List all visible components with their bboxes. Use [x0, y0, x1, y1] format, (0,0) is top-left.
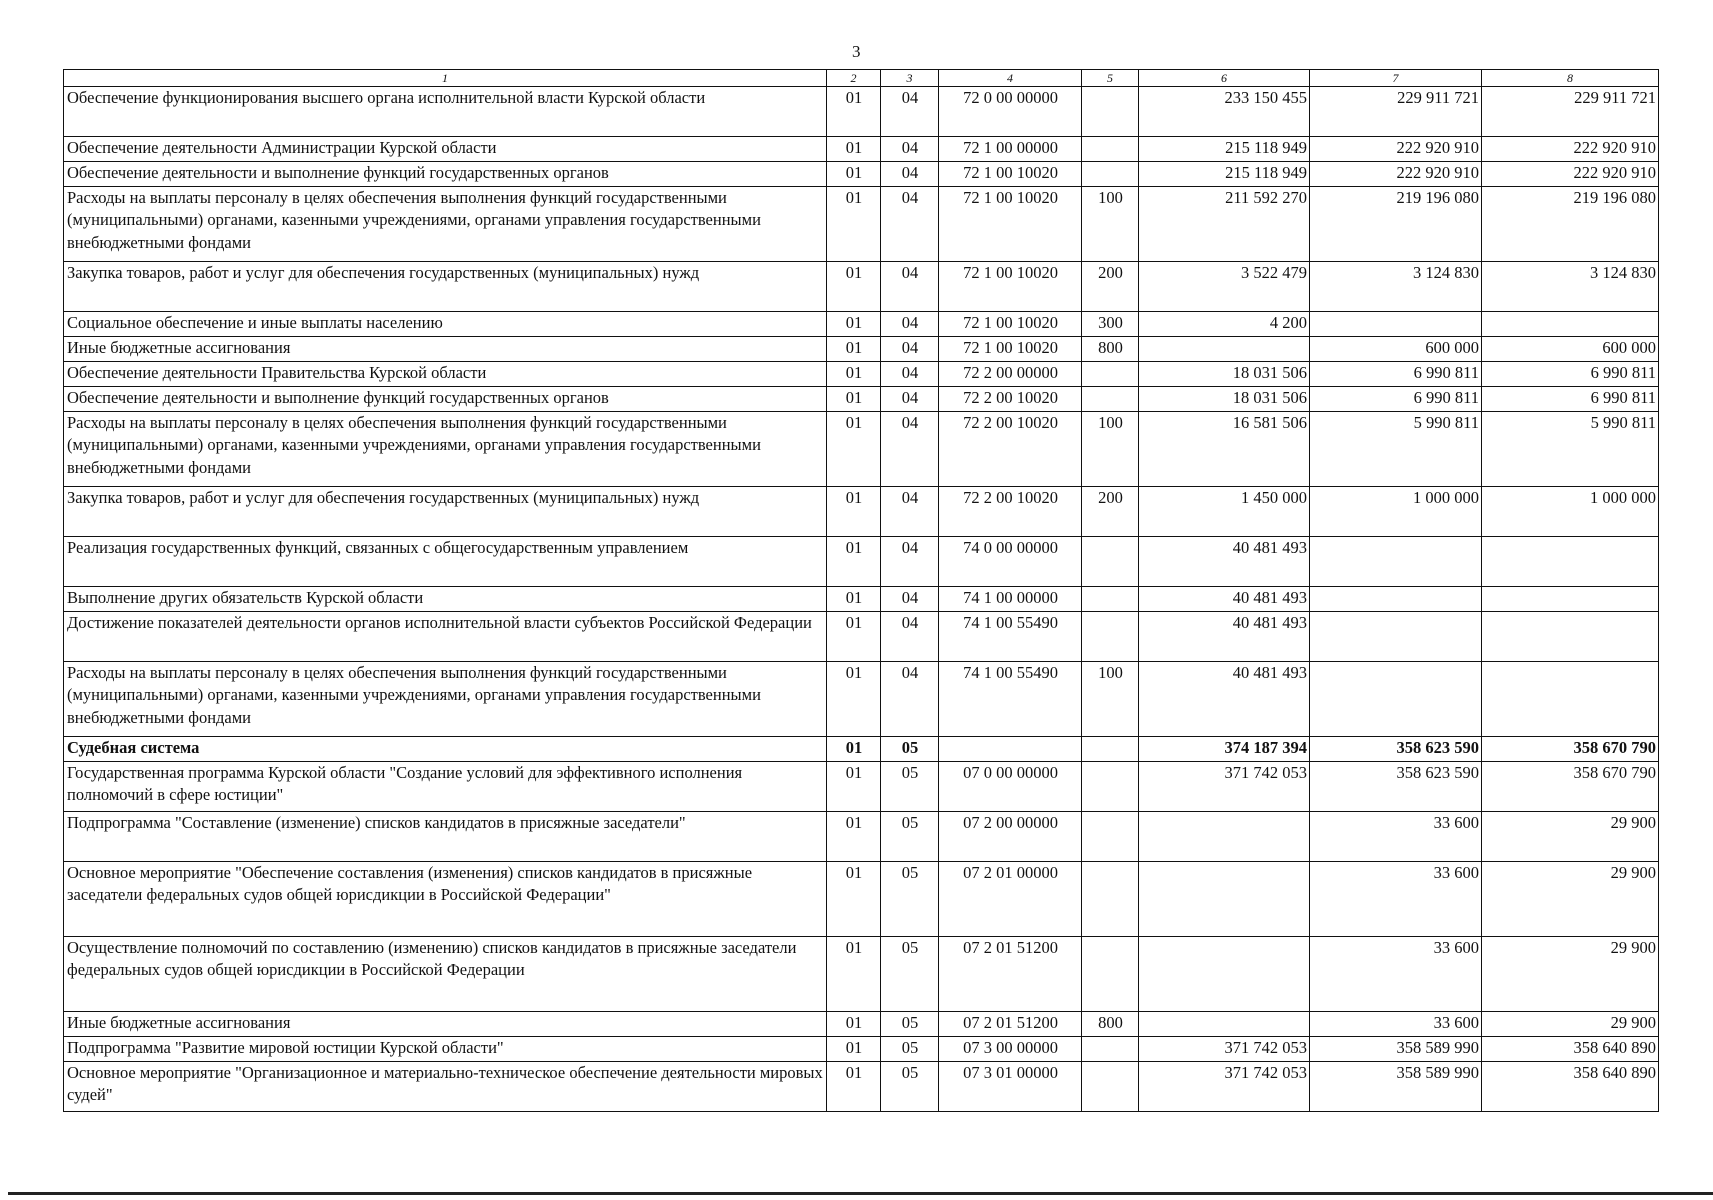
table-row	[64, 162, 1659, 187]
amount-col7-cell: 6 990 811	[1310, 387, 1482, 412]
target-article-cell: 72 2 00 10020	[939, 387, 1082, 412]
subsection-code-cell: 05	[881, 762, 939, 812]
column-header: 7	[1310, 70, 1482, 87]
target-article-cell: 72 1 00 10020	[939, 162, 1082, 187]
subsection-code-cell: 05	[881, 1062, 939, 1112]
row-name-cell: Расходы на выплаты персоналу в целях обеспечения выполнения функций государственными (муниципальными) органами, казенными учреждениями, органами управления государственными внебюджетными фондами	[64, 662, 827, 737]
section-code-cell: 01	[827, 162, 881, 187]
amount-col8-cell: 6 990 811	[1482, 362, 1659, 387]
section-code-cell: 01	[827, 662, 881, 737]
amount-col6-cell: 1 450 000	[1139, 487, 1310, 537]
section-code-cell: 01	[827, 737, 881, 762]
amount-col7-cell	[1310, 537, 1482, 587]
subsection-code-cell: 05	[881, 937, 939, 1012]
row-name-cell: Закупка товаров, работ и услуг для обеспечения государственных (муниципальных) нужд	[64, 262, 827, 312]
row-name-cell: Социальное обеспечение и иные выплаты населению	[64, 312, 827, 337]
table-row	[64, 612, 1659, 662]
table-row	[64, 662, 1659, 737]
amount-col7-cell	[1310, 312, 1482, 337]
table-row	[64, 537, 1659, 587]
subsection-code-cell: 04	[881, 187, 939, 262]
expense-type-cell	[1082, 737, 1139, 762]
row-name-cell: Иные бюджетные ассигнования	[64, 337, 827, 362]
subsection-code-cell: 04	[881, 362, 939, 387]
amount-col7-cell: 222 920 910	[1310, 137, 1482, 162]
expense-type-cell: 800	[1082, 1012, 1139, 1037]
table-row	[64, 737, 1659, 762]
subsection-code-cell: 04	[881, 662, 939, 737]
target-article-cell: 07 2 00 00000	[939, 812, 1082, 862]
expense-type-cell	[1082, 587, 1139, 612]
amount-col6-cell: 371 742 053	[1139, 762, 1310, 812]
row-name-cell: Судебная система	[64, 737, 827, 762]
target-article-cell: 72 1 00 00000	[939, 137, 1082, 162]
table-body	[64, 87, 1659, 1112]
subsection-code-cell: 04	[881, 262, 939, 312]
subsection-code-cell: 04	[881, 162, 939, 187]
amount-col8-cell: 358 640 890	[1482, 1037, 1659, 1062]
target-article-cell: 07 0 00 00000	[939, 762, 1082, 812]
subsection-code-cell: 04	[881, 612, 939, 662]
table-row	[64, 337, 1659, 362]
section-code-cell: 01	[827, 412, 881, 487]
row-name-cell: Реализация государственных функций, связанных с общегосударственным управлением	[64, 537, 827, 587]
section-code-cell: 01	[827, 187, 881, 262]
section-code-cell: 01	[827, 1062, 881, 1112]
table-row	[64, 487, 1659, 537]
column-header: 4	[939, 70, 1082, 87]
subsection-code-cell: 05	[881, 737, 939, 762]
section-code-cell: 01	[827, 937, 881, 1012]
column-header: 3	[881, 70, 939, 87]
amount-col8-cell: 358 670 790	[1482, 737, 1659, 762]
section-code-cell: 01	[827, 537, 881, 587]
amount-col6-cell: 374 187 394	[1139, 737, 1310, 762]
target-article-cell: 72 2 00 10020	[939, 487, 1082, 537]
amount-col6-cell: 4 200	[1139, 312, 1310, 337]
target-article-cell: 74 0 00 00000	[939, 537, 1082, 587]
expense-type-cell	[1082, 362, 1139, 387]
table-row	[64, 937, 1659, 1012]
column-number-header-row	[64, 70, 1659, 87]
table-row	[64, 1037, 1659, 1062]
subsection-code-cell: 04	[881, 587, 939, 612]
expense-type-cell: 300	[1082, 312, 1139, 337]
target-article-cell: 07 2 01 00000	[939, 862, 1082, 937]
expense-type-cell	[1082, 862, 1139, 937]
amount-col7-cell: 33 600	[1310, 862, 1482, 937]
expense-type-cell	[1082, 387, 1139, 412]
amount-col7-cell: 222 920 910	[1310, 162, 1482, 187]
section-code-cell: 01	[827, 312, 881, 337]
expense-type-cell	[1082, 612, 1139, 662]
expense-type-cell	[1082, 1062, 1139, 1112]
table-row	[64, 1062, 1659, 1112]
amount-col7-cell: 600 000	[1310, 337, 1482, 362]
amount-col8-cell: 222 920 910	[1482, 162, 1659, 187]
subsection-code-cell: 05	[881, 812, 939, 862]
row-name-cell: Основное мероприятие "Обеспечение составления (изменения) списков кандидатов в присяжные заседатели федеральных судов общей юрисдикции в Российской Федерации"	[64, 862, 827, 937]
amount-col6-cell: 40 481 493	[1139, 537, 1310, 587]
amount-col8-cell: 29 900	[1482, 937, 1659, 1012]
amount-col8-cell	[1482, 587, 1659, 612]
section-code-cell: 01	[827, 87, 881, 137]
amount-col6-cell	[1139, 937, 1310, 1012]
amount-col8-cell: 5 990 811	[1482, 412, 1659, 487]
table-row	[64, 187, 1659, 262]
amount-col6-cell: 40 481 493	[1139, 662, 1310, 737]
amount-col6-cell	[1139, 1012, 1310, 1037]
amount-col6-cell	[1139, 862, 1310, 937]
target-article-cell: 72 1 00 10020	[939, 187, 1082, 262]
table-row	[64, 87, 1659, 137]
table-row	[64, 1012, 1659, 1037]
row-name-cell: Обеспечение деятельности Правительства Курской области	[64, 362, 827, 387]
amount-col8-cell	[1482, 537, 1659, 587]
amount-col8-cell: 219 196 080	[1482, 187, 1659, 262]
amount-col8-cell: 29 900	[1482, 862, 1659, 937]
amount-col6-cell	[1139, 812, 1310, 862]
target-article-cell: 74 1 00 00000	[939, 587, 1082, 612]
row-name-cell: Достижение показателей деятельности органов исполнительной власти субъектов Российской Федерации	[64, 612, 827, 662]
amount-col7-cell: 358 623 590	[1310, 762, 1482, 812]
amount-col8-cell	[1482, 662, 1659, 737]
amount-col7-cell: 1 000 000	[1310, 487, 1482, 537]
amount-col7-cell: 219 196 080	[1310, 187, 1482, 262]
amount-col8-cell	[1482, 612, 1659, 662]
row-name-cell: Обеспечение функционирования высшего органа исполнительной власти Курской области	[64, 87, 827, 137]
expense-type-cell: 800	[1082, 337, 1139, 362]
column-header: 6	[1139, 70, 1310, 87]
target-article-cell	[939, 737, 1082, 762]
amount-col6-cell	[1139, 337, 1310, 362]
table-row	[64, 812, 1659, 862]
row-name-cell: Расходы на выплаты персоналу в целях обеспечения выполнения функций государственными (муниципальными) органами, казенными учреждениями, органами управления государственными внебюджетными фондами	[64, 187, 827, 262]
amount-col7-cell: 358 589 990	[1310, 1037, 1482, 1062]
amount-col8-cell: 358 640 890	[1482, 1062, 1659, 1112]
table-row	[64, 362, 1659, 387]
subsection-code-cell: 05	[881, 1012, 939, 1037]
amount-col8-cell: 6 990 811	[1482, 387, 1659, 412]
target-article-cell: 72 2 00 00000	[939, 362, 1082, 387]
table-row	[64, 862, 1659, 937]
subsection-code-cell: 04	[881, 337, 939, 362]
amount-col7-cell: 229 911 721	[1310, 87, 1482, 137]
section-code-cell: 01	[827, 762, 881, 812]
column-header: 5	[1082, 70, 1139, 87]
expense-type-cell: 200	[1082, 487, 1139, 537]
amount-col6-cell: 40 481 493	[1139, 587, 1310, 612]
row-name-cell: Основное мероприятие "Организационное и материально-техническое обеспечение деятельности мировых судей"	[64, 1062, 827, 1112]
subsection-code-cell: 05	[881, 1037, 939, 1062]
row-name-cell: Закупка товаров, работ и услуг для обеспечения государственных (муниципальных) нужд	[64, 487, 827, 537]
table-row	[64, 587, 1659, 612]
subsection-code-cell: 04	[881, 537, 939, 587]
expense-type-cell	[1082, 537, 1139, 587]
subsection-code-cell: 04	[881, 137, 939, 162]
column-header: 2	[827, 70, 881, 87]
row-name-cell: Государственная программа Курской области "Создание условий для эффективного исполнения полномочий в сфере юстиции"	[64, 762, 827, 812]
section-code-cell: 01	[827, 337, 881, 362]
section-code-cell: 01	[827, 387, 881, 412]
expense-type-cell: 200	[1082, 262, 1139, 312]
amount-col7-cell: 33 600	[1310, 812, 1482, 862]
amount-col8-cell: 229 911 721	[1482, 87, 1659, 137]
table-row	[64, 412, 1659, 487]
subsection-code-cell: 04	[881, 412, 939, 487]
amount-col6-cell: 211 592 270	[1139, 187, 1310, 262]
expense-type-cell: 100	[1082, 662, 1139, 737]
amount-col7-cell: 5 990 811	[1310, 412, 1482, 487]
table-row	[64, 262, 1659, 312]
expense-type-cell	[1082, 762, 1139, 812]
row-name-cell: Расходы на выплаты персоналу в целях обеспечения выполнения функций государственными (муниципальными) органами, казенными учреждениями, органами управления государственными внебюджетными фондами	[64, 412, 827, 487]
section-code-cell: 01	[827, 487, 881, 537]
row-name-cell: Выполнение других обязательств Курской области	[64, 587, 827, 612]
row-name-cell: Подпрограмма "Развитие мировой юстиции Курской области"	[64, 1037, 827, 1062]
target-article-cell: 07 2 01 51200	[939, 937, 1082, 1012]
section-code-cell: 01	[827, 262, 881, 312]
amount-col6-cell: 18 031 506	[1139, 387, 1310, 412]
target-article-cell: 07 3 01 00000	[939, 1062, 1082, 1112]
amount-col8-cell: 358 670 790	[1482, 762, 1659, 812]
expense-type-cell	[1082, 1037, 1139, 1062]
amount-col8-cell: 1 000 000	[1482, 487, 1659, 537]
row-name-cell: Обеспечение деятельности Администрации Курской области	[64, 137, 827, 162]
amount-col7-cell: 33 600	[1310, 937, 1482, 1012]
expense-type-cell	[1082, 87, 1139, 137]
expense-type-cell	[1082, 937, 1139, 1012]
amount-col6-cell: 40 481 493	[1139, 612, 1310, 662]
expense-type-cell	[1082, 162, 1139, 187]
target-article-cell: 74 1 00 55490	[939, 612, 1082, 662]
amount-col8-cell: 29 900	[1482, 1012, 1659, 1037]
row-name-cell: Подпрограмма "Составление (изменение) списков кандидатов в присяжные заседатели"	[64, 812, 827, 862]
amount-col7-cell: 33 600	[1310, 1012, 1482, 1037]
amount-col6-cell: 371 742 053	[1139, 1037, 1310, 1062]
section-code-cell: 01	[827, 862, 881, 937]
column-header: 8	[1482, 70, 1659, 87]
table-row	[64, 312, 1659, 337]
amount-col6-cell: 18 031 506	[1139, 362, 1310, 387]
amount-col6-cell: 215 118 949	[1139, 137, 1310, 162]
target-article-cell: 72 1 00 10020	[939, 337, 1082, 362]
target-article-cell: 07 2 01 51200	[939, 1012, 1082, 1037]
row-name-cell: Иные бюджетные ассигнования	[64, 1012, 827, 1037]
amount-col6-cell: 215 118 949	[1139, 162, 1310, 187]
page-bottom-edge	[8, 1192, 1713, 1195]
amount-col8-cell: 222 920 910	[1482, 137, 1659, 162]
column-header: 1	[64, 70, 827, 87]
amount-col8-cell: 3 124 830	[1482, 262, 1659, 312]
target-article-cell: 74 1 00 55490	[939, 662, 1082, 737]
section-code-cell: 01	[827, 137, 881, 162]
target-article-cell: 72 0 00 00000	[939, 87, 1082, 137]
section-code-cell: 01	[827, 812, 881, 862]
section-code-cell: 01	[827, 1012, 881, 1037]
amount-col7-cell	[1310, 587, 1482, 612]
subsection-code-cell: 04	[881, 87, 939, 137]
amount-col8-cell	[1482, 312, 1659, 337]
expense-type-cell: 100	[1082, 187, 1139, 262]
subsection-code-cell: 04	[881, 387, 939, 412]
section-code-cell: 01	[827, 587, 881, 612]
target-article-cell: 07 3 00 00000	[939, 1037, 1082, 1062]
target-article-cell: 72 1 00 10020	[939, 262, 1082, 312]
target-article-cell: 72 1 00 10020	[939, 312, 1082, 337]
expense-type-cell	[1082, 137, 1139, 162]
budget-table	[63, 69, 1659, 1112]
section-code-cell: 01	[827, 612, 881, 662]
amount-col8-cell: 600 000	[1482, 337, 1659, 362]
subsection-code-cell: 04	[881, 487, 939, 537]
subsection-code-cell: 05	[881, 862, 939, 937]
row-name-cell: Обеспечение деятельности и выполнение функций государственных органов	[64, 387, 827, 412]
table-row	[64, 762, 1659, 812]
section-code-cell: 01	[827, 1037, 881, 1062]
amount-col6-cell: 3 522 479	[1139, 262, 1310, 312]
amount-col7-cell: 6 990 811	[1310, 362, 1482, 387]
table-row	[64, 137, 1659, 162]
amount-col7-cell	[1310, 662, 1482, 737]
amount-col6-cell: 371 742 053	[1139, 1062, 1310, 1112]
amount-col7-cell: 358 623 590	[1310, 737, 1482, 762]
amount-col7-cell	[1310, 612, 1482, 662]
amount-col7-cell: 3 124 830	[1310, 262, 1482, 312]
row-name-cell: Осуществление полномочий по составлению (изменению) списков кандидатов в присяжные заседатели федеральных судов общей юрисдикции в Российской Федерации	[64, 937, 827, 1012]
amount-col8-cell: 29 900	[1482, 812, 1659, 862]
subsection-code-cell: 04	[881, 312, 939, 337]
expense-type-cell: 100	[1082, 412, 1139, 487]
target-article-cell: 72 2 00 10020	[939, 412, 1082, 487]
page-number: 3	[852, 42, 861, 61]
row-name-cell: Обеспечение деятельности и выполнение функций государственных органов	[64, 162, 827, 187]
section-code-cell: 01	[827, 362, 881, 387]
expense-type-cell	[1082, 812, 1139, 862]
amount-col6-cell: 233 150 455	[1139, 87, 1310, 137]
table-row	[64, 387, 1659, 412]
amount-col7-cell: 358 589 990	[1310, 1062, 1482, 1112]
amount-col6-cell: 16 581 506	[1139, 412, 1310, 487]
